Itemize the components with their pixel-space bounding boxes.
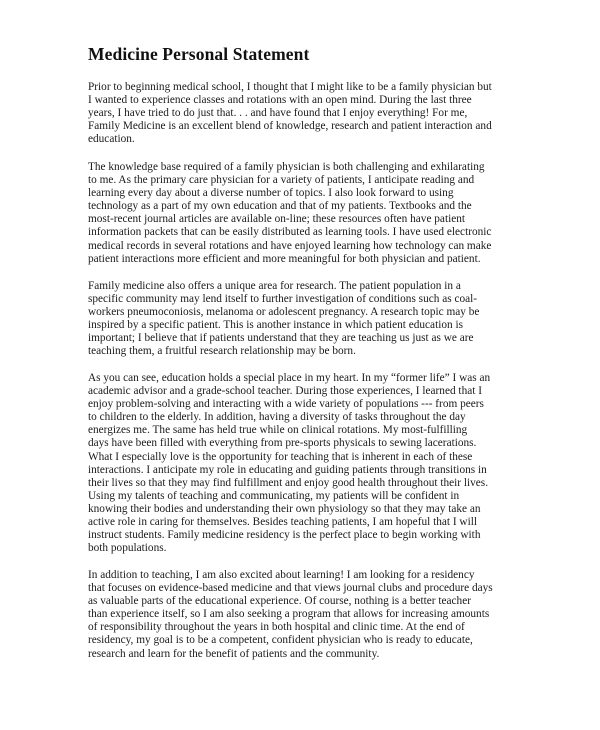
text-line: years, I have tried to do just that. . . and have found that I enjoy everything! For me, (88, 107, 468, 120)
text-line: information packets that can be easily distributed as learning tools. I have used electronic (88, 226, 492, 239)
text-line: their lives so that they may find fulfillment and enjoy good health throughout their lives. (88, 476, 489, 489)
text-line: active role in caring for themselves. Besides teaching patients, I am hopeful that I will (88, 516, 477, 529)
text-line: inspired by a specific patient. This is another instance in which patient education is (88, 319, 463, 332)
text-line: instruct students. Family medicine residency is the perfect place to begin working with (88, 529, 481, 542)
text-line: As you can see, education holds a special place in my heart. In my “former life” I was an (88, 372, 491, 384)
text-line: What I especially love is the opportunity for teaching that is inherent in each of these (88, 450, 473, 463)
paragraph-research (88, 280, 528, 359)
text-line: The knowledge base required of a family physician is both challenging and exhilarating (88, 161, 485, 173)
text-line: than experience itself, so I am also seeking a program that allows for increasing amounts (88, 608, 490, 621)
text-line: Prior to beginning medical school, I thought that I might like to be a family physician but (88, 81, 492, 93)
text-line: as valuable parts of the educational experience. Of course, nothing is a better teacher (88, 595, 471, 608)
text-line: In addition to teaching, I am also excited about learning! I am looking for a residency (88, 569, 475, 581)
text-line: most-recent journal articles are available on-line; these resources often have patient (88, 213, 466, 226)
text-line: workers pneumoconiosis, melanoma or adolescent pregnancy. A research topic may be (88, 306, 480, 319)
text-line: to children to the elderly. In addition, having a diversity of tasks throughout the day (88, 411, 466, 424)
paragraph-learning (88, 569, 528, 661)
text-line: Using my talents of teaching and communicating, my patients will be confident in (88, 489, 460, 502)
text-line: of responsibility throughout the years in both hospital and clinic time. At the end of (88, 621, 465, 634)
paragraph-education (88, 372, 528, 555)
text-line: learning every day about a diverse number of topics. I also look forward to using (88, 187, 454, 200)
text-line: academic advisor and a grade-school teacher. During those experiences, I learned that I (88, 385, 482, 398)
text-line: residency, my goal is to be a competent, confident physician who is ready to educate, (88, 634, 473, 647)
text-line: both populations. (88, 542, 167, 555)
text-line: technology as a part of my own education and that of my patients. Textbooks and the (88, 200, 472, 213)
text-line: specific community may lend itself to further investigation of conditions such as coal- (88, 293, 478, 306)
text-line: to me. As the primary care physician for a variety of patients, I anticipate reading and (88, 174, 475, 187)
text-line: teaching them, a fruitful research relationship may be born. (88, 345, 356, 358)
paragraph-knowledge (88, 161, 528, 266)
text-line: energizes me. The same has held true while on clinical rotations. My most-fulfilling (88, 424, 468, 437)
text-line: I wanted to experience classes and rotations with an open mind. During the last three (88, 94, 472, 107)
text-line: knowing their bodies and understanding their own physiology so that they may take an (88, 502, 481, 515)
paragraph-intro (88, 81, 528, 146)
text-line: patient interactions more efficient and more meaningful for both physician and patient. (88, 252, 481, 265)
text-line: research and learn for the benefit of patients and the community. (88, 647, 380, 660)
text-line: important; I believe that if patients understand that they are teaching us just as we are (88, 332, 474, 345)
text-line: Family medicine also offers a unique area for research. The patient population in a (88, 280, 461, 292)
text-line: that focuses on evidence-based medicine and that views journal clubs and procedure days (88, 582, 493, 595)
text-line: days have been filled with everything from pre-sports physicals to sewing lacerations. (88, 437, 477, 450)
text-line: Family Medicine is an excellent blend of knowledge, research and patient interaction and (88, 120, 492, 133)
text-line: enjoy problem-solving and interacting with a wide variety of populations --- from peers (88, 398, 484, 411)
text-line: medical records in several rotations and have enjoyed learning how technology can make (88, 239, 492, 252)
text-line: education. (88, 133, 135, 146)
text-line: interactions. I anticipate my role in educating and guiding patients through transitions in (88, 463, 487, 476)
document-title: Medicine Personal Statement (88, 44, 310, 64)
